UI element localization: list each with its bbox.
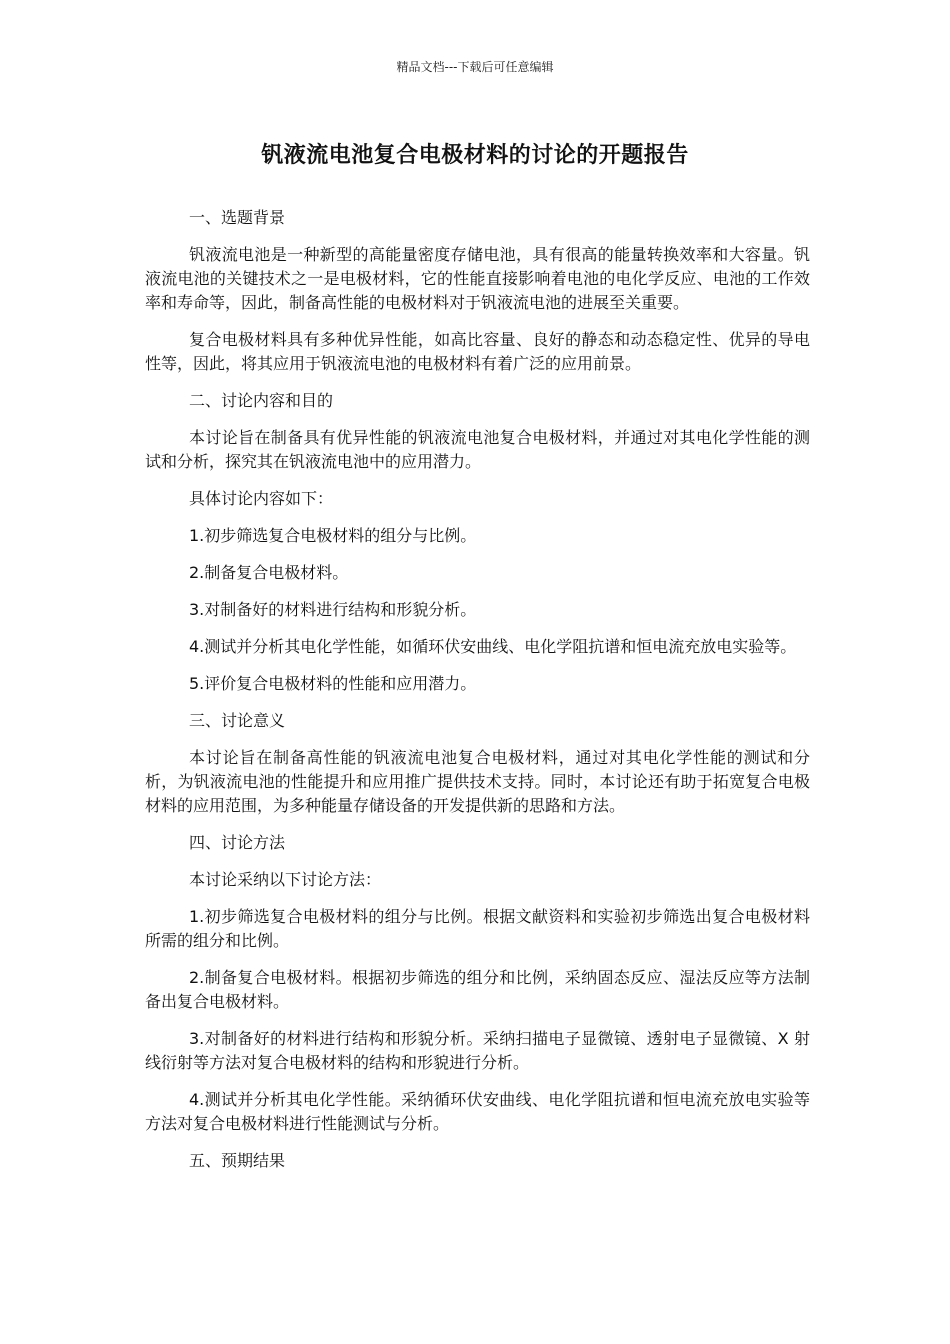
paragraph: 钒液流电池是一种新型的高能量密度存储电池，具有很高的能量转换效率和大容量。钒液流电池的关键技术之一是电极材料，它的性能直接影响着电池的电化学反应、电池的工作效率和寿命等，因此，制备高性能的电极材料对于钒液流电池的进展至关重要。 xyxy=(145,245,810,312)
paragraph: 具体讨论内容如下： xyxy=(189,489,334,508)
section-heading-background: 一、选题背景 xyxy=(189,208,286,227)
paragraph: 本讨论旨在制备高性能的钒液流电池复合电极材料，通过对其电化学性能的测试和分析，为钒液流电池的性能提升和应用推广提供技术支持。同时，本讨论还有助于拓宽复合电极材料的应用范围，为多种能量存储设备的开发提供新的思路和方法。 xyxy=(145,748,810,815)
list-item: 2.制备复合电极材料。根据初步筛选的组分和比例，采纳固态反应、湿法反应等方法制备出复合电极材料。 xyxy=(145,968,810,1011)
list-item: 1.初步筛选复合电极材料的组分与比例。根据文献资料和实验初步筛选出复合电极材料所需的组分和比例。 xyxy=(145,907,810,950)
section-heading-methods: 四、讨论方法 xyxy=(189,833,286,852)
list-item: 3.对制备好的材料进行结构和形貌分析。 xyxy=(189,600,477,619)
section-heading-expected-results: 五、预期结果 xyxy=(189,1151,286,1170)
paragraph: 本讨论采纳以下讨论方法： xyxy=(189,870,382,889)
page-header: 精品文档---下载后可任意编辑 xyxy=(396,60,554,74)
document-title: 钒液流电池复合电极材料的讨论的开题报告 xyxy=(261,143,689,168)
list-item: 3.对制备好的材料进行结构和形貌分析。采纳扫描电子显微镜、透射电子显微镜、X 射线衍射等方法对复合电极材料的结构和形貌进行分析。 xyxy=(145,1029,810,1072)
list-item: 2.制备复合电极材料。 xyxy=(189,563,349,582)
paragraph: 复合电极材料具有多种优异性能，如高比容量、良好的静态和动态稳定性、优异的导电性等，因此，将其应用于钒液流电池的电极材料有着广泛的应用前景。 xyxy=(145,330,810,373)
list-item: 4.测试并分析其电化学性能。采纳循环伏安曲线、电化学阻抗谱和恒电流充放电实验等方法对复合电极材料进行性能测试与分析。 xyxy=(145,1090,810,1133)
paragraph: 本讨论旨在制备具有优异性能的钒液流电池复合电极材料，并通过对其电化学性能的测试和分析，探究其在钒液流电池中的应用潜力。 xyxy=(145,428,810,471)
section-heading-content: 二、讨论内容和目的 xyxy=(189,391,334,410)
list-item: 1.初步筛选复合电极材料的组分与比例。 xyxy=(189,526,477,545)
section-heading-significance: 三、讨论意义 xyxy=(189,711,286,730)
list-item: 4.测试并分析其电化学性能，如循环伏安曲线、电化学阻抗谱和恒电流充放电实验等。 xyxy=(189,637,797,656)
list-item: 5.评价复合电极材料的性能和应用潜力。 xyxy=(189,674,477,693)
document-body xyxy=(145,206,810,1186)
